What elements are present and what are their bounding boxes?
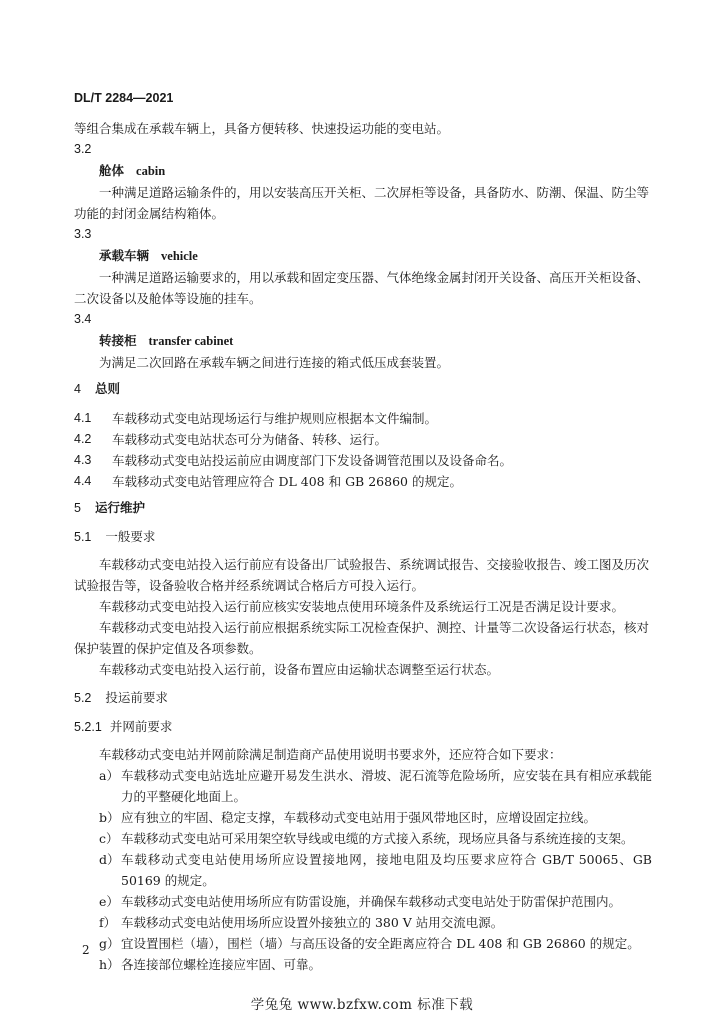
section-title: 总则 bbox=[94, 382, 120, 396]
clause bbox=[74, 429, 652, 450]
term-definition: 一种满足道路运输要求的，用以承载和固定变压器、气体绝缘金属封闭开关设备、高压开关柜设备、二次设备以及舱体等设施的挂车。 bbox=[74, 270, 650, 306]
section-title: 运行维护 bbox=[94, 501, 145, 515]
subsection-title: 投运前要求 bbox=[105, 691, 168, 705]
list-item bbox=[74, 912, 652, 933]
term-en: vehicle bbox=[161, 249, 198, 263]
body-paragraph: 车载移动式变电站投入运行前，设备布置应由运输状态调整至运行状态。 bbox=[99, 662, 500, 677]
page-content bbox=[74, 118, 652, 975]
list-text: 车载移动式变电站使用场所应有防雷设施，并确保车载移动式变电站处于防雷保护范围内。 bbox=[121, 894, 622, 909]
subsection-number: 5.1 bbox=[74, 530, 92, 544]
section-heading bbox=[74, 498, 652, 519]
clause bbox=[74, 471, 652, 492]
term-heading bbox=[74, 245, 652, 267]
term-number: 3.3 bbox=[74, 227, 92, 241]
list-text: 车载移动式变电站可采用架空软导线或电缆的方式接入系统，现场应具备与系统连接的支架。 bbox=[121, 831, 634, 846]
term-en: cabin bbox=[136, 164, 166, 178]
list-item bbox=[74, 807, 652, 828]
list-item bbox=[74, 849, 652, 891]
clause-number: 4.1 bbox=[74, 411, 92, 425]
section-number: 5 bbox=[74, 501, 81, 515]
term-number: 3.2 bbox=[74, 142, 92, 156]
term-zh: 承载车辆 bbox=[99, 248, 150, 263]
clause-text: 车载移动式变电站现场运行与维护规则应根据本文件编制。 bbox=[112, 411, 438, 426]
list-label: f） bbox=[99, 915, 117, 930]
body-paragraph: 车载移动式变电站投入运行前应核实安装地点使用环境条件及系统运行工况是否满足设计要求。 bbox=[99, 599, 625, 614]
clause-text: 车载移动式变电站投运前应由调度部门下发设备调管范围以及设备命名。 bbox=[112, 453, 513, 468]
body-paragraph: 车载移动式变电站投入运行前应有设备出厂试验报告、系统调试报告、交接验收报告、竣工图及历次试验报告等，设备验收合格并经系统调试合格后方可投入运行。 bbox=[74, 557, 650, 593]
subsection-heading bbox=[74, 688, 652, 709]
list-label: a） bbox=[99, 768, 119, 783]
clause-number: 4.2 bbox=[74, 432, 92, 446]
subsubsection-heading bbox=[74, 717, 652, 738]
subsection-number: 5.2 bbox=[74, 691, 92, 705]
list-item bbox=[74, 954, 652, 975]
list-label: h） bbox=[99, 957, 120, 972]
list-text: 车载移动式变电站使用场所应设置接地网，接地电阻及均压要求应符合 GB/T 50065、GB 50169 的规定。 bbox=[121, 852, 652, 888]
term-heading bbox=[74, 160, 652, 182]
footer-watermark[interactable]: 学兔兔 www.bzfxw.com 标准下载 bbox=[250, 997, 474, 1013]
list-text: 车载移动式变电站选址应避开易发生洪水、滑坡、泥石流等危险场所，应安装在具有相应承载能力的平整硬化地面上。 bbox=[121, 768, 652, 804]
list-text: 车载移动式变电站使用场所应设置外接独立的 380 V 站用交流电源。 bbox=[121, 915, 504, 930]
term-heading bbox=[74, 330, 652, 352]
clause bbox=[74, 408, 652, 429]
clause bbox=[74, 450, 652, 471]
continued-paragraph: 等组合集成在承载车辆上，具备方便转移、快速投运功能的变电站。 bbox=[74, 121, 450, 136]
list-item bbox=[74, 765, 652, 807]
term-zh: 转接柜 bbox=[99, 333, 137, 348]
clause-text: 车载移动式变电站状态可分为储备、转移、运行。 bbox=[112, 432, 388, 447]
list-label: d） bbox=[99, 852, 120, 867]
section-heading bbox=[74, 379, 652, 400]
subsubsection-title: 并网前要求 bbox=[109, 720, 173, 734]
list-label: e） bbox=[99, 894, 119, 909]
list-label: c） bbox=[99, 831, 119, 846]
clause-number: 4.3 bbox=[74, 453, 92, 467]
list-text: 宜设置围栏（墙），围栏（墙）与高压设备的安全距离应符合 DL 408 和 GB 26860 的规定。 bbox=[121, 936, 640, 951]
page-number: 2 bbox=[82, 943, 90, 957]
list-item bbox=[74, 828, 652, 849]
standard-code-header: DL/T 2284—2021 bbox=[74, 91, 174, 105]
section-number: 4 bbox=[74, 382, 81, 396]
list-label: b） bbox=[99, 810, 120, 825]
clause-text: 车载移动式变电站管理应符合 DL 408 和 GB 26860 的规定。 bbox=[112, 474, 462, 489]
list-item bbox=[74, 933, 652, 954]
list-label: g） bbox=[99, 936, 120, 951]
subsection-title: 一般要求 bbox=[105, 530, 156, 544]
clause-number: 4.4 bbox=[74, 474, 92, 488]
list-intro: 车载移动式变电站并网前除满足制造商产品使用说明书要求外，还应符合如下要求： bbox=[99, 747, 562, 762]
term-number: 3.4 bbox=[74, 312, 92, 326]
subsubsection-number: 5.2.1 bbox=[74, 720, 102, 734]
list-text: 应有独立的牢固、稳定支撑，车载移动式变电站用于强风带地区时，应增设固定拉线。 bbox=[121, 810, 597, 825]
list-item bbox=[74, 891, 652, 912]
term-zh: 舱体 bbox=[99, 163, 125, 178]
subsection-heading bbox=[74, 527, 652, 548]
list-text: 各连接部位螺栓连接应牢固、可靠。 bbox=[121, 957, 322, 972]
term-definition: 为满足二次回路在承载车辆之间进行连接的箱式低压成套装置。 bbox=[99, 355, 450, 370]
body-paragraph: 车载移动式变电站投入运行前应根据系统实际工况检查保护、测控、计量等二次设备运行状态，核对保护装置的保护定值及各项参数。 bbox=[74, 620, 650, 656]
term-en: transfer cabinet bbox=[148, 334, 234, 348]
term-definition: 一种满足道路运输条件的，用以安装高压开关柜、二次屏柜等设备，具备防水、防潮、保温、防尘等功能的封闭金属结构箱体。 bbox=[74, 185, 650, 221]
